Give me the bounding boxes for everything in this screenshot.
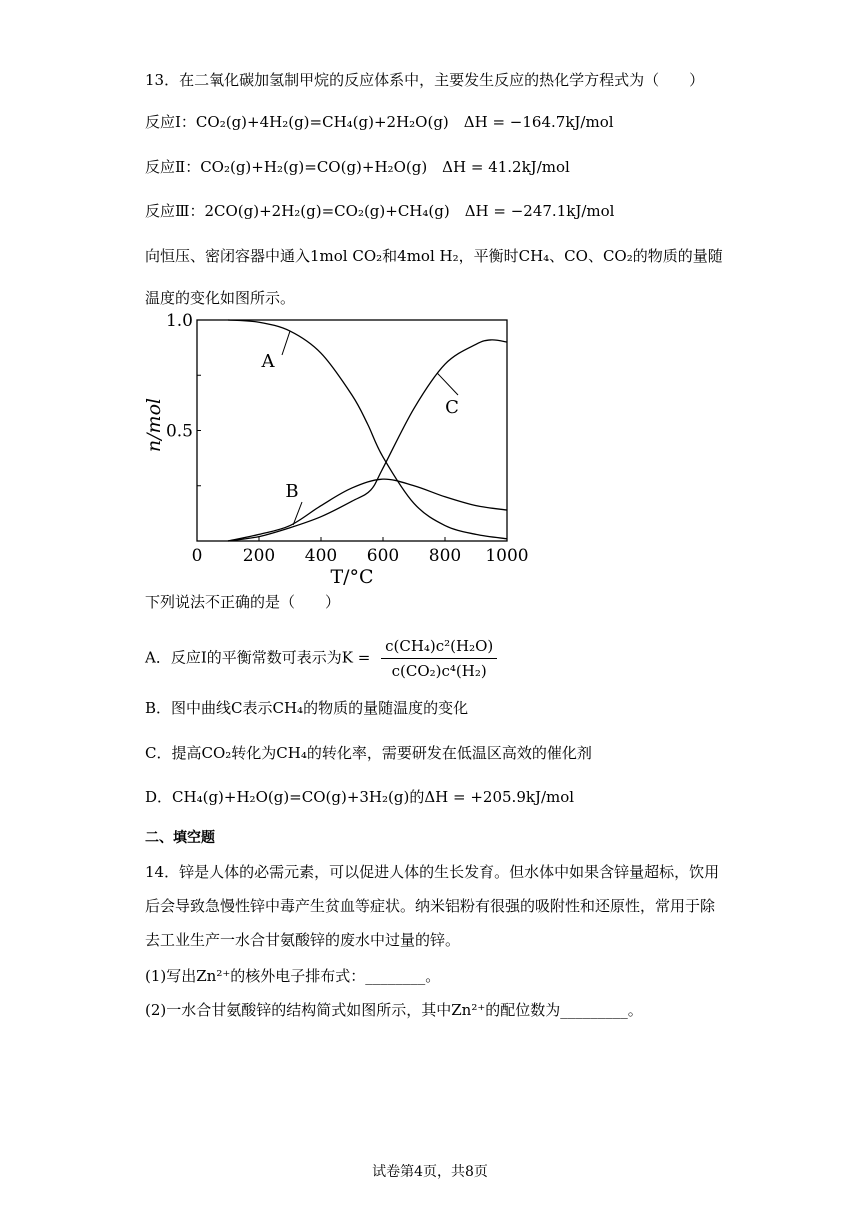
option-a[interactable] [145, 636, 497, 681]
page-footer: 试卷第4页，共8页 [372, 1164, 488, 1180]
series-leader-A [282, 331, 290, 355]
x-tick-label: 1000 [485, 546, 529, 566]
question-prompt: 下列说法不正确的是（ ） [145, 593, 341, 611]
section-heading: 二、填空题 [145, 830, 215, 846]
equilibrium-constant-fraction [381, 636, 497, 681]
option-d[interactable]: D．CH₄(g)+H₂O(g)=CO(g)+3H₂(g)的ΔH = +205.9kJ/mol [145, 788, 575, 806]
option-c[interactable]: C．提高CO₂转化为CH₄的转化率，需要研发在低温区高效的催化剂 [145, 744, 592, 762]
reaction-1: 反应Ⅰ：CO₂(g)+4H₂(g)=CH₄(g)+2H₂O(g) ΔH = −164.7kJ/mol [145, 113, 614, 131]
q14-subquestion-2: (2)一水合甘氨酸锌的结构简式如图所示，其中Zn²⁺的配位数为_________。 [145, 1001, 643, 1019]
q14-subquestion-1: (1)写出Zn²⁺的核外电子排布式：________。 [145, 967, 441, 985]
x-tick-label: 200 [242, 546, 276, 566]
x-tick-label: 600 [366, 546, 400, 566]
q14-paragraph-line-2: 后会导致急慢性锌中毒产生贫血等症状。纳米铝粉有很强的吸附性和还原性，常用于除 [145, 897, 716, 915]
option-b[interactable]: B．图中曲线C表示CH₄的物质的量随温度的变化 [145, 699, 469, 717]
y-axis-label: n/mol [143, 397, 165, 453]
equilibrium-chart [140, 305, 540, 590]
series-label-A: A [261, 351, 275, 372]
condition-line-1: 向恒压、密闭容器中通入1mol CO₂和4mol H₂，平衡时CH₄、CO、CO₂的物质的量随 [145, 247, 723, 265]
reaction-2: 反应Ⅱ：CO₂(g)+H₂(g)=CO(g)+H₂O(g) ΔH = 41.2kJ/mol [145, 158, 570, 176]
option-a-text: A．反应Ⅰ的平衡常数可表示为K = [145, 648, 371, 667]
q14-paragraph-line-1: 14．锌是人体的必需元素，可以促进人体的生长发育。但水体中如果含锌量超标，饮用 [145, 863, 720, 881]
fraction-denominator: c(CO₂)c⁴(H₂) [391, 662, 487, 680]
x-tick-label: 0 [191, 546, 203, 566]
condition-line-2: 温度的变化如图所示。 [145, 289, 296, 307]
reaction-3: 反应Ⅲ：2CO(g)+2H₂(g)=CO₂(g)+CH₄(g) ΔH = −247.1kJ/mol [145, 202, 615, 220]
x-axis-label: T/°C [330, 566, 374, 588]
x-tick-label: 400 [304, 546, 338, 566]
series-label-C: C [445, 397, 459, 418]
fraction-numerator: c(CH₄)c²(H₂O) [381, 636, 497, 659]
q13-stem: 13．在二氧化碳加氢制甲烷的反应体系中，主要发生反应的热化学方程式为（ ） [145, 71, 705, 89]
y-tick-label: 0.5 [165, 421, 193, 442]
series-label-B: B [285, 481, 299, 502]
y-tick-label: 1.0 [165, 311, 193, 331]
x-tick-label: 800 [428, 546, 462, 566]
series-leader-C [437, 373, 458, 395]
q14-paragraph-line-3: 去工业生产一水合甘氨酸锌的废水中过量的锌。 [145, 931, 461, 949]
